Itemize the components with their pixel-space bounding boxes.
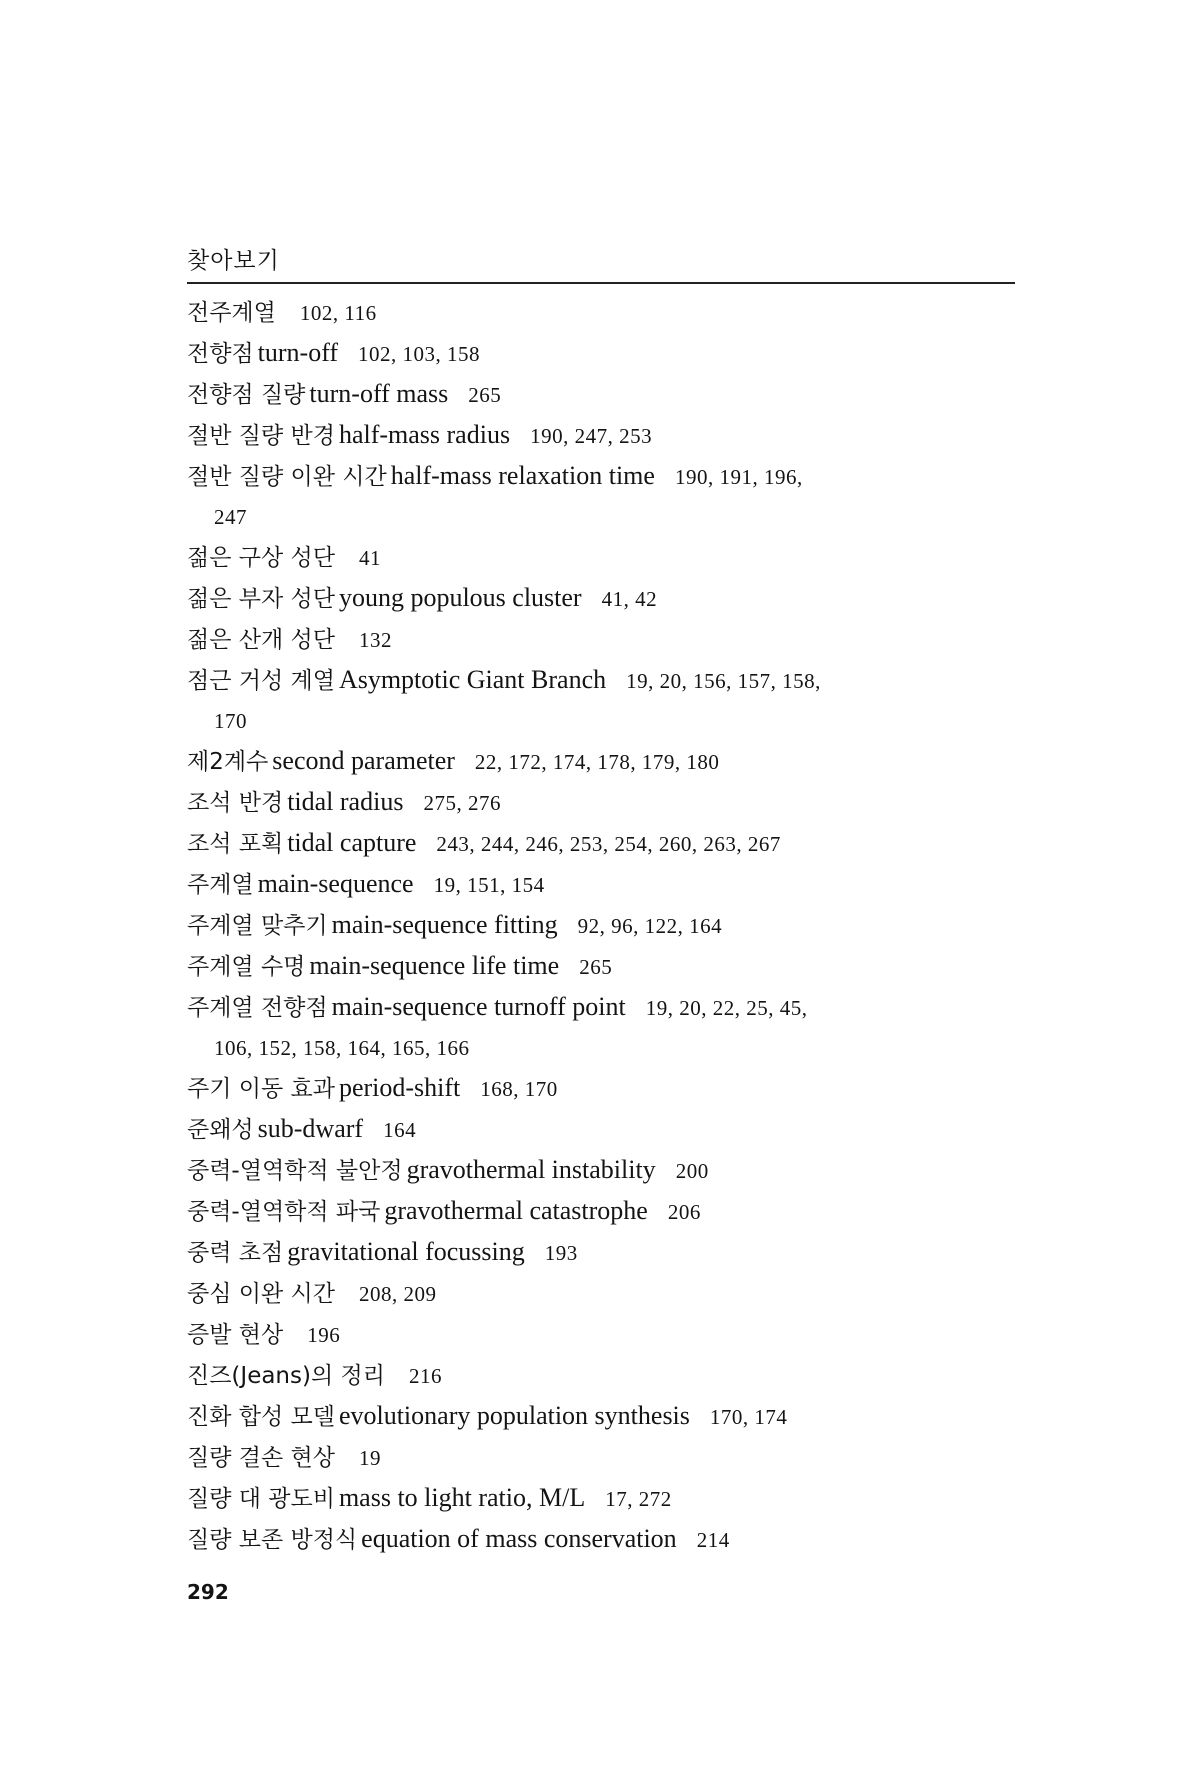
- index-term-korean: 증발 현상: [187, 1322, 284, 1348]
- index-page-refs: 208, 209: [358, 1282, 437, 1306]
- index-term-korean: 조석 반경: [187, 790, 284, 816]
- index-term-korean: 질량 결손 현상: [187, 1445, 335, 1471]
- index-term-korean: 주계열 전향점: [187, 995, 328, 1021]
- index-term-korean: 질량 보존 방정식: [187, 1527, 358, 1553]
- index-term-english: sub-dwarf: [257, 1114, 364, 1143]
- index-term-korean: 중력-열역학적 불안정: [187, 1158, 403, 1184]
- index-term-english: main-sequence: [257, 869, 414, 898]
- index-entry: [187, 333, 1017, 374]
- index-entry: [187, 905, 1017, 946]
- index-term-korean: 주계열 맞추기: [187, 913, 328, 939]
- index-page-refs: 265: [468, 383, 502, 407]
- index-entry: [187, 1355, 1017, 1396]
- index-term-korean: 조석 포획: [187, 831, 284, 857]
- index-entry: [187, 1191, 1017, 1232]
- index-entry: [187, 1150, 1017, 1191]
- index-entry: [187, 987, 1017, 1068]
- index-entry: [187, 1273, 1017, 1314]
- index-term-korean: 주기 이동 효과: [187, 1076, 335, 1102]
- index-page-refs: 216: [408, 1364, 442, 1388]
- index-page-refs: 190, 247, 253: [530, 424, 653, 448]
- index-term-korean: 진화 합성 모델: [187, 1404, 335, 1430]
- index-page-refs: 19, 20, 22, 25, 45,: [645, 996, 808, 1020]
- index-page-refs: 168, 170: [480, 1077, 558, 1101]
- index-term-english: tidal radius: [287, 787, 404, 816]
- index-page-refs: 164: [383, 1118, 417, 1142]
- index-term-english: gravothermal catastrophe: [384, 1196, 648, 1225]
- index-page-refs: 41: [358, 546, 381, 570]
- index-term-korean: 젊은 부자 성단: [187, 586, 335, 612]
- index-page-refs: 190, 191, 196,: [674, 465, 803, 489]
- index-term-korean: 질량 대 광도비: [187, 1486, 335, 1512]
- index-term-english: gravitational focussing: [287, 1237, 525, 1266]
- index-entry: [187, 1437, 1017, 1478]
- index-term-english: main-sequence life time: [309, 951, 560, 980]
- index-entry: [187, 660, 1017, 741]
- index-page-refs: 196: [307, 1323, 341, 1347]
- index-entry: [187, 415, 1017, 456]
- index-entry: [187, 1109, 1017, 1150]
- index-term-korean: 제2계수: [187, 749, 269, 775]
- index-term-korean: 진즈(Jeans)의 정리: [187, 1363, 385, 1389]
- index-page-refs: 275, 276: [423, 791, 501, 815]
- index-term-english: gravothermal instability: [406, 1155, 656, 1184]
- index-term-korean: 절반 질량 이완 시간: [187, 464, 387, 490]
- index-entry: [187, 946, 1017, 987]
- index-term-english: second parameter: [272, 746, 455, 775]
- index-term-english: period-shift: [338, 1073, 461, 1102]
- index-entry: [187, 1478, 1017, 1519]
- index-term-korean: 점근 거성 계열: [187, 668, 335, 694]
- index-entry: [187, 1519, 1017, 1560]
- index-page-refs: 200: [675, 1159, 709, 1183]
- index-entry: [187, 1314, 1017, 1355]
- header-divider: [187, 282, 1015, 284]
- index-page-refs: 17, 272: [605, 1487, 672, 1511]
- index-entry: [187, 456, 1017, 537]
- index-term-english: half-mass relaxation time: [390, 461, 655, 490]
- index-term-korean: 절반 질량 반경: [187, 423, 335, 449]
- index-entry: [187, 1396, 1017, 1437]
- index-page-refs: 19, 20, 156, 157, 158,: [626, 669, 821, 693]
- index-page-refs-continued: 106, 152, 158, 164, 165, 166: [214, 1036, 470, 1060]
- index-entry: [187, 1068, 1017, 1109]
- index-term-english: Asymptotic Giant Branch: [338, 665, 607, 694]
- index-entry: [187, 823, 1017, 864]
- index-page-refs: 41, 42: [601, 587, 658, 611]
- index-term-english: turn-off mass: [309, 379, 449, 408]
- index-term-korean: 준왜성: [187, 1117, 254, 1143]
- index-term-english: young populous cluster: [338, 583, 582, 612]
- index-page-refs: 243, 244, 246, 253, 254, 260, 263, 267: [436, 832, 781, 856]
- index-term-english: mass to light ratio, M/L: [338, 1483, 586, 1512]
- index-entry: [187, 578, 1017, 619]
- index-term-english: main-sequence fitting: [331, 910, 558, 939]
- index-entry: [187, 741, 1017, 782]
- index-page-refs-continued: 170: [214, 709, 247, 733]
- index-page-refs-continued: 247: [214, 505, 247, 529]
- index-term-korean: 중력 초점: [187, 1240, 284, 1266]
- index-page-refs: 170, 174: [709, 1405, 788, 1429]
- index-page-refs: 206: [667, 1200, 701, 1224]
- index-entry: [187, 537, 1017, 578]
- index-term-korean: 중심 이완 시간: [187, 1281, 335, 1307]
- index-entry: [187, 619, 1017, 660]
- index-term-korean: 전향점: [187, 341, 254, 367]
- index-page-refs: 102, 103, 158: [358, 342, 481, 366]
- index-term-english: equation of mass conservation: [361, 1524, 677, 1553]
- index-entry: [187, 1232, 1017, 1273]
- page-header-title: 찾아보기: [187, 248, 280, 274]
- index-entry: [187, 782, 1017, 823]
- index-entry: [187, 374, 1017, 415]
- index-term-korean: 젊은 구상 성단: [187, 545, 335, 571]
- index-term-korean: 전주계열: [187, 300, 276, 326]
- index-page-refs: 193: [544, 1241, 578, 1265]
- index-page-refs: 214: [696, 1528, 730, 1552]
- index-term-english: tidal capture: [287, 828, 417, 857]
- index-term-korean: 주계열 수명: [187, 954, 306, 980]
- index-entry: [187, 864, 1017, 905]
- index-term-korean: 주계열: [187, 872, 254, 898]
- index-page-refs: 22, 172, 174, 178, 179, 180: [474, 750, 720, 774]
- index-entry: [187, 292, 1017, 333]
- index-term-korean: 중력-열역학적 파국: [187, 1199, 381, 1225]
- index-page-refs: 132: [358, 628, 392, 652]
- index-page-refs: 19, 151, 154: [433, 873, 545, 897]
- index-page-refs: 19: [358, 1446, 381, 1470]
- index-term-korean: 젊은 산개 성단: [187, 627, 335, 653]
- index-page-refs: 92, 96, 122, 164: [577, 914, 723, 938]
- index-term-english: main-sequence turnoff point: [331, 992, 626, 1021]
- index-term-korean: 전향점 질량: [187, 382, 306, 408]
- index-term-english: half-mass radius: [338, 420, 511, 449]
- index-term-english: evolutionary population synthesis: [338, 1401, 690, 1430]
- page-number: 292: [187, 1580, 229, 1604]
- index-page-refs: 265: [579, 955, 613, 979]
- index-entry-list: [187, 292, 1017, 1560]
- index-term-english: turn-off: [257, 338, 339, 367]
- index-page-refs: 102, 116: [299, 301, 377, 325]
